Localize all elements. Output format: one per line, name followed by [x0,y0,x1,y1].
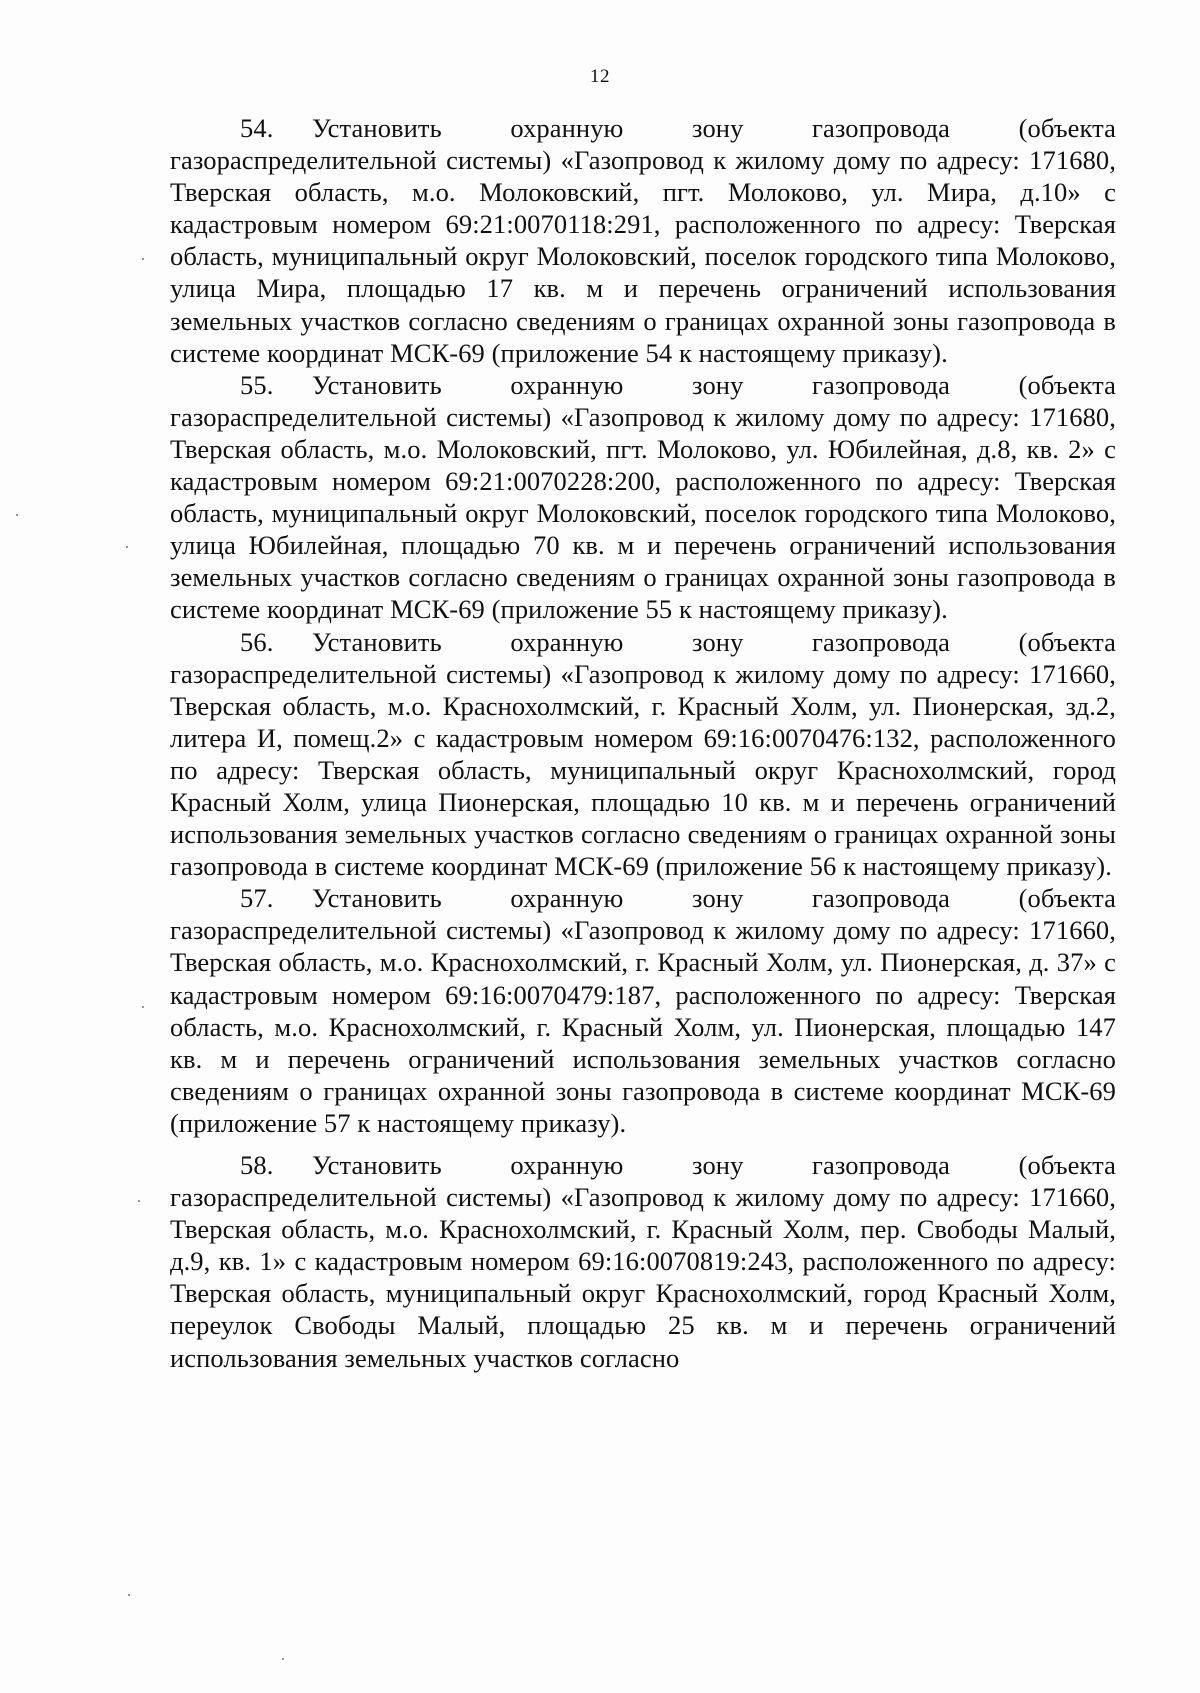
paragraph-number: 57. [240,883,274,914]
paragraph-number: 58. [240,1150,274,1180]
paragraph-text: Установить охранную зону газопровода (объекта газораспределительной системы) «Газопровод к жилому дому по адресу: 171680, Тверская область, м.о. Молоковский, пгт. Молоково, ул. Юбилейная, д.8, кв. 2» с кадастровым номером 69:21:0070228:200, расположенного по адресу: Тверская область, муниципальный округ Молоковский, поселок городского типа Молоково, улица Юбилейная, площадью 70 кв. м и перечень ограничений использования земельных участков согласно сведениям о границах охранной зоны газопровода в системе координат МСК-69 (приложение 55 к настоящему приказу). [170,369,1116,625]
paragraph-56 [170,626,1116,883]
paragraph-55 [170,369,1116,626]
paragraph-58 [170,1149,1116,1374]
paragraph-text: Установить охранную зону газопровода (объекта газораспределительной системы) «Газопровод к жилому дому по адресу: 171660, Тверская область, м.о. Краснохолмский, г. Красный Холм, ул. Пионерская, зд.2, литера И, помещ.2» с кадастровым номером 69:16:0070476:132, расположенного по адресу: Тверская область, муниципальный округ Краснохолмский, город Красный Холм, улица Пионерская, площадью 10 кв. м и перечень ограничений использования земельных участков согласно сведениям о границах охранной зоны газопровода в системе координат МСК-69 (приложение 56 к настоящему приказу). [170,626,1116,882]
scan-speck [142,258,144,260]
paragraph-54 [170,112,1116,369]
scan-speck [16,514,18,516]
scan-speck [282,1658,284,1660]
paragraph-number: 55. [240,369,274,400]
paragraph-57 [170,882,1116,1139]
page-number: 12 [590,66,610,87]
document-body [170,112,1116,1374]
scan-speck [126,546,128,548]
paragraph-text: Установить охранную зону газопровода (объекта газораспределительной системы) «Газопровод к жилому дому по адресу: 171660, Тверская область, м.о. Краснохолмский, г. Красный Холм, пер. Свободы Малый, д.9, кв. 1» с кадастровым номером 69:16:0070819:243, расположенного по адресу: Тверская область, муниципальный округ Краснохолмский, город Красный Холм, переулок Свободы Малый, площадью 25 кв. м и перечень ограничений использования земельных участков согласно [170,1150,1116,1373]
scan-speck [128,1594,130,1596]
paragraph-number: 54. [240,113,274,143]
paragraph-number: 56. [240,626,274,657]
scan-speck [138,1200,140,1202]
scan-speck [142,1006,144,1008]
paragraph-text: Установить охранную зону газопровода (объекта газораспределительной системы) «Газопровод к жилому дому по адресу: 171660, Тверская область, м.о. Краснохолмский, г. Красный Холм, ул. Пионерская, д. 37» с кадастровым номером 69:16:0070479:187, расположенного по адресу: Тверская область, м.о. Краснохолмский, г. Красный Холм, ул. Пионерская, площадью 147 кв. м и перечень ограничений использования земельных участков согласно сведениям о границах охранной зоны газопровода в системе координат МСК-69 (приложение 57 к настоящему приказу). [170,883,1116,1138]
paragraph-text: Установить охранную зону газопровода (объекта газораспределительной системы) «Газопровод к жилому дому по адресу: 171680, Тверская область, м.о. Молоковский, пгт. Молоково, ул. Мира, д.10» с кадастровым номером 69:21:0070118:291, расположенного по адресу: Тверская область, муниципальный округ Молоковский, поселок городского типа Молоково, улица Мира, площадью 17 кв. м и перечень ограничений использования земельных участков согласно сведениям о границах охранной зоны газопровода в системе координат МСК-69 (приложение 54 к настоящему приказу). [170,113,1116,368]
